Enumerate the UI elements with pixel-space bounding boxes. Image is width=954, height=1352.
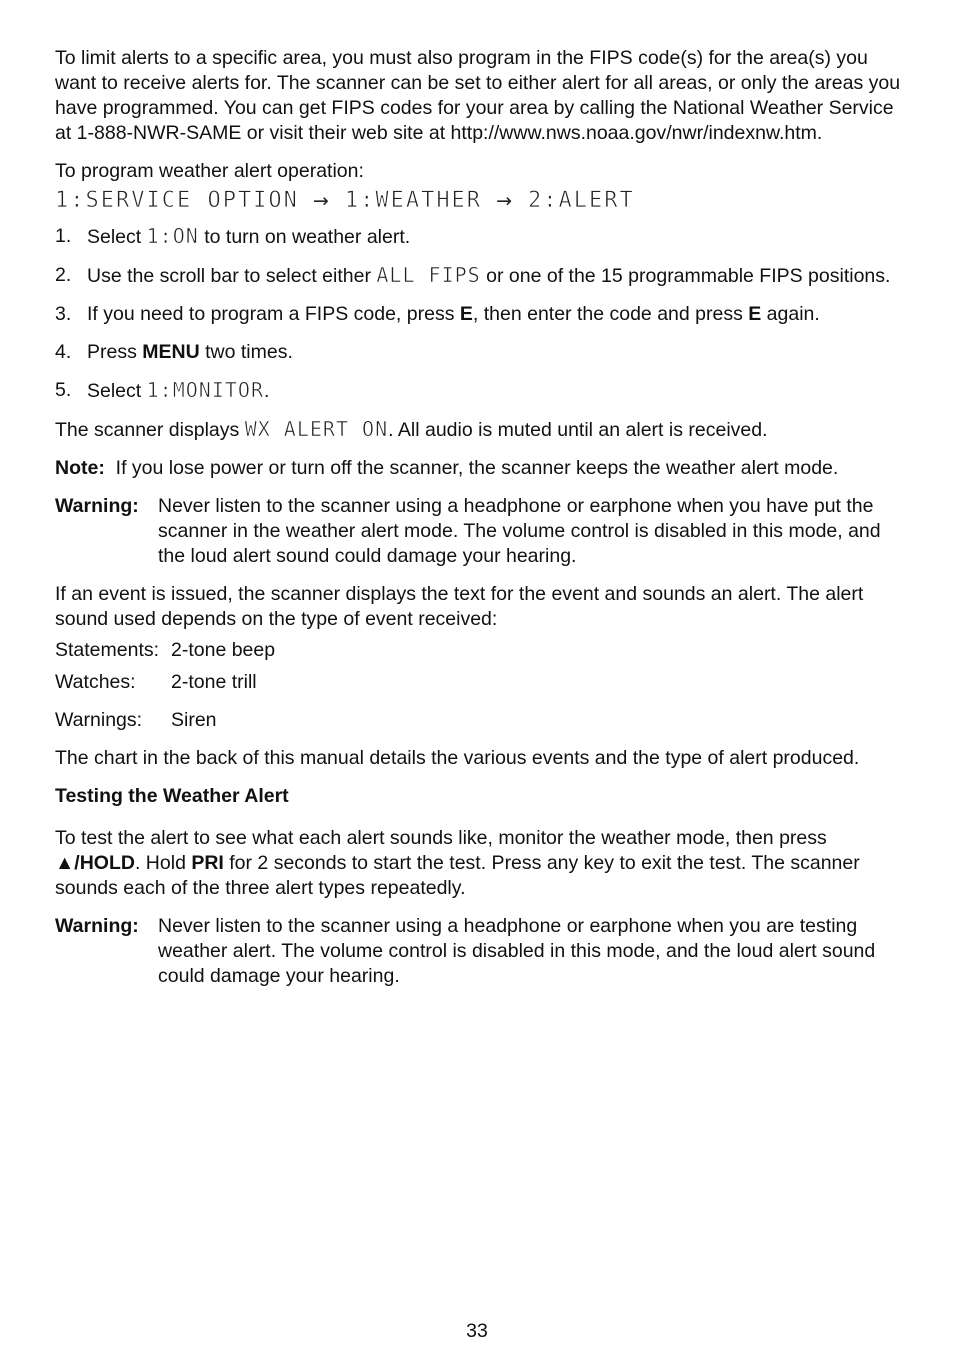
chart-note: The chart in the back of this manual details the various events and the type of alert produced. [55,747,860,769]
arrow-right-icon: → [496,190,514,212]
lcd-text: ALL FIPS [376,263,481,287]
step-number: 4. [55,341,72,363]
note-text: If you lose power or turn off the scanner, the scanner keeps the weather alert mode. [115,457,839,479]
step-text: to turn on weather alert. [198,226,411,248]
step-text: two times. [199,341,293,363]
step-4 [55,340,905,365]
alert-type-sound: 2-tone beep [171,639,276,661]
step-text: or one of the 15 programmable FIPS positions. [480,265,891,287]
warning-text: Never listen to the scanner using a headphone or earphone when you are testing weather alert. The volume control is disabled in this mode, and the loud alert sound could damage your hearing. [158,915,876,987]
warning-label: Warning: [55,915,139,937]
lcd-text: 1:MONITOR [146,378,264,402]
menu-path [55,188,905,214]
page-number: 33 [466,1320,488,1342]
alert-type-watches [55,670,905,695]
alert-type-label: Watches: [55,671,136,693]
lcd-text: 1:ON [146,224,199,248]
alert-type-sound: 2-tone trill [171,671,257,693]
test-text: To test the alert to see what each alert sounds like, monitor the weather mode, then press [55,827,827,849]
step-1 [55,224,905,250]
step-number: 3. [55,303,72,325]
alert-type-sound: Siren [171,709,217,731]
step-text: , then enter the code and press [472,303,749,325]
warning-text: Never listen to the scanner using a headphone or earphone when you have put the scanner in the weather alert mode. The volume control is disabled in this mode, and the loud alert sound could damage your hearing. [158,495,881,567]
step-2 [55,263,905,289]
alert-type-statements [55,638,905,663]
step-text: Use the scroll bar to select either [87,265,377,287]
page-content [55,46,905,989]
step-text: Press [87,341,143,363]
step-3 [55,302,905,327]
test-paragraph [55,826,905,901]
step-number: 2. [55,264,72,286]
test-text: for 2 seconds to start the test. Press any key to exit the test. The scanner sounds each of the three alert types repeatedly. [55,852,860,899]
lcd-text: WX ALERT ON [244,417,389,441]
display-text: . All audio is muted until an alert is received. [388,419,768,441]
step-text: Select [87,380,147,402]
key-e: E [459,303,473,325]
step-5 [55,378,905,404]
arrow-right-icon: → [312,190,331,212]
alert-type-label: Statements: [55,639,160,661]
step-number: 1. [55,225,72,247]
menu-path-step-1: 1:SERVICE OPTION [55,188,299,213]
display-paragraph [55,417,905,443]
key-pri: PRI [191,852,224,874]
key-e: E [748,303,762,325]
step-text: again. [761,303,820,325]
step-text: If you need to program a FIPS code, press [87,303,460,325]
intro-paragraph: To limit alerts to a specific area, you must also program in the FIPS code(s) for the area(s) you want to receive alerts for. The scanner can be set to either alert for all areas, or only the areas you have programmed. You can get FIPS codes for your area by calling the National Weather Service at 1-888-NWR-SAME or visit their web site at http://www.nws.noaa.gov/nwr/indexnw.htm. [55,47,901,144]
section-heading: Testing the Weather Alert [55,785,289,807]
event-intro: If an event is issued, the scanner displays the text for the event and sounds an alert. The alert sound used depends on the type of event received: [55,583,864,630]
warning-label: Warning: [55,495,139,517]
note-label: Note: [55,457,105,479]
alert-type-label: Warnings: [55,709,143,731]
key-menu: MENU [142,341,200,363]
program-intro: To program weather alert operation: [55,160,364,182]
note [55,456,905,481]
warning-1 [55,494,905,569]
display-text: The scanner displays [55,419,245,441]
step-text: . [264,380,270,402]
alert-type-warnings [55,708,905,733]
step-text: Select [87,226,147,248]
warning-2 [55,914,905,989]
key-hold: ▲/HOLD [55,852,135,874]
menu-path-step-3: 2:ALERT [527,188,635,213]
steps-list [55,224,905,404]
step-number: 5. [55,379,72,401]
test-text: . Hold [134,852,192,874]
menu-path-step-2: 1:WEATHER [344,188,483,213]
